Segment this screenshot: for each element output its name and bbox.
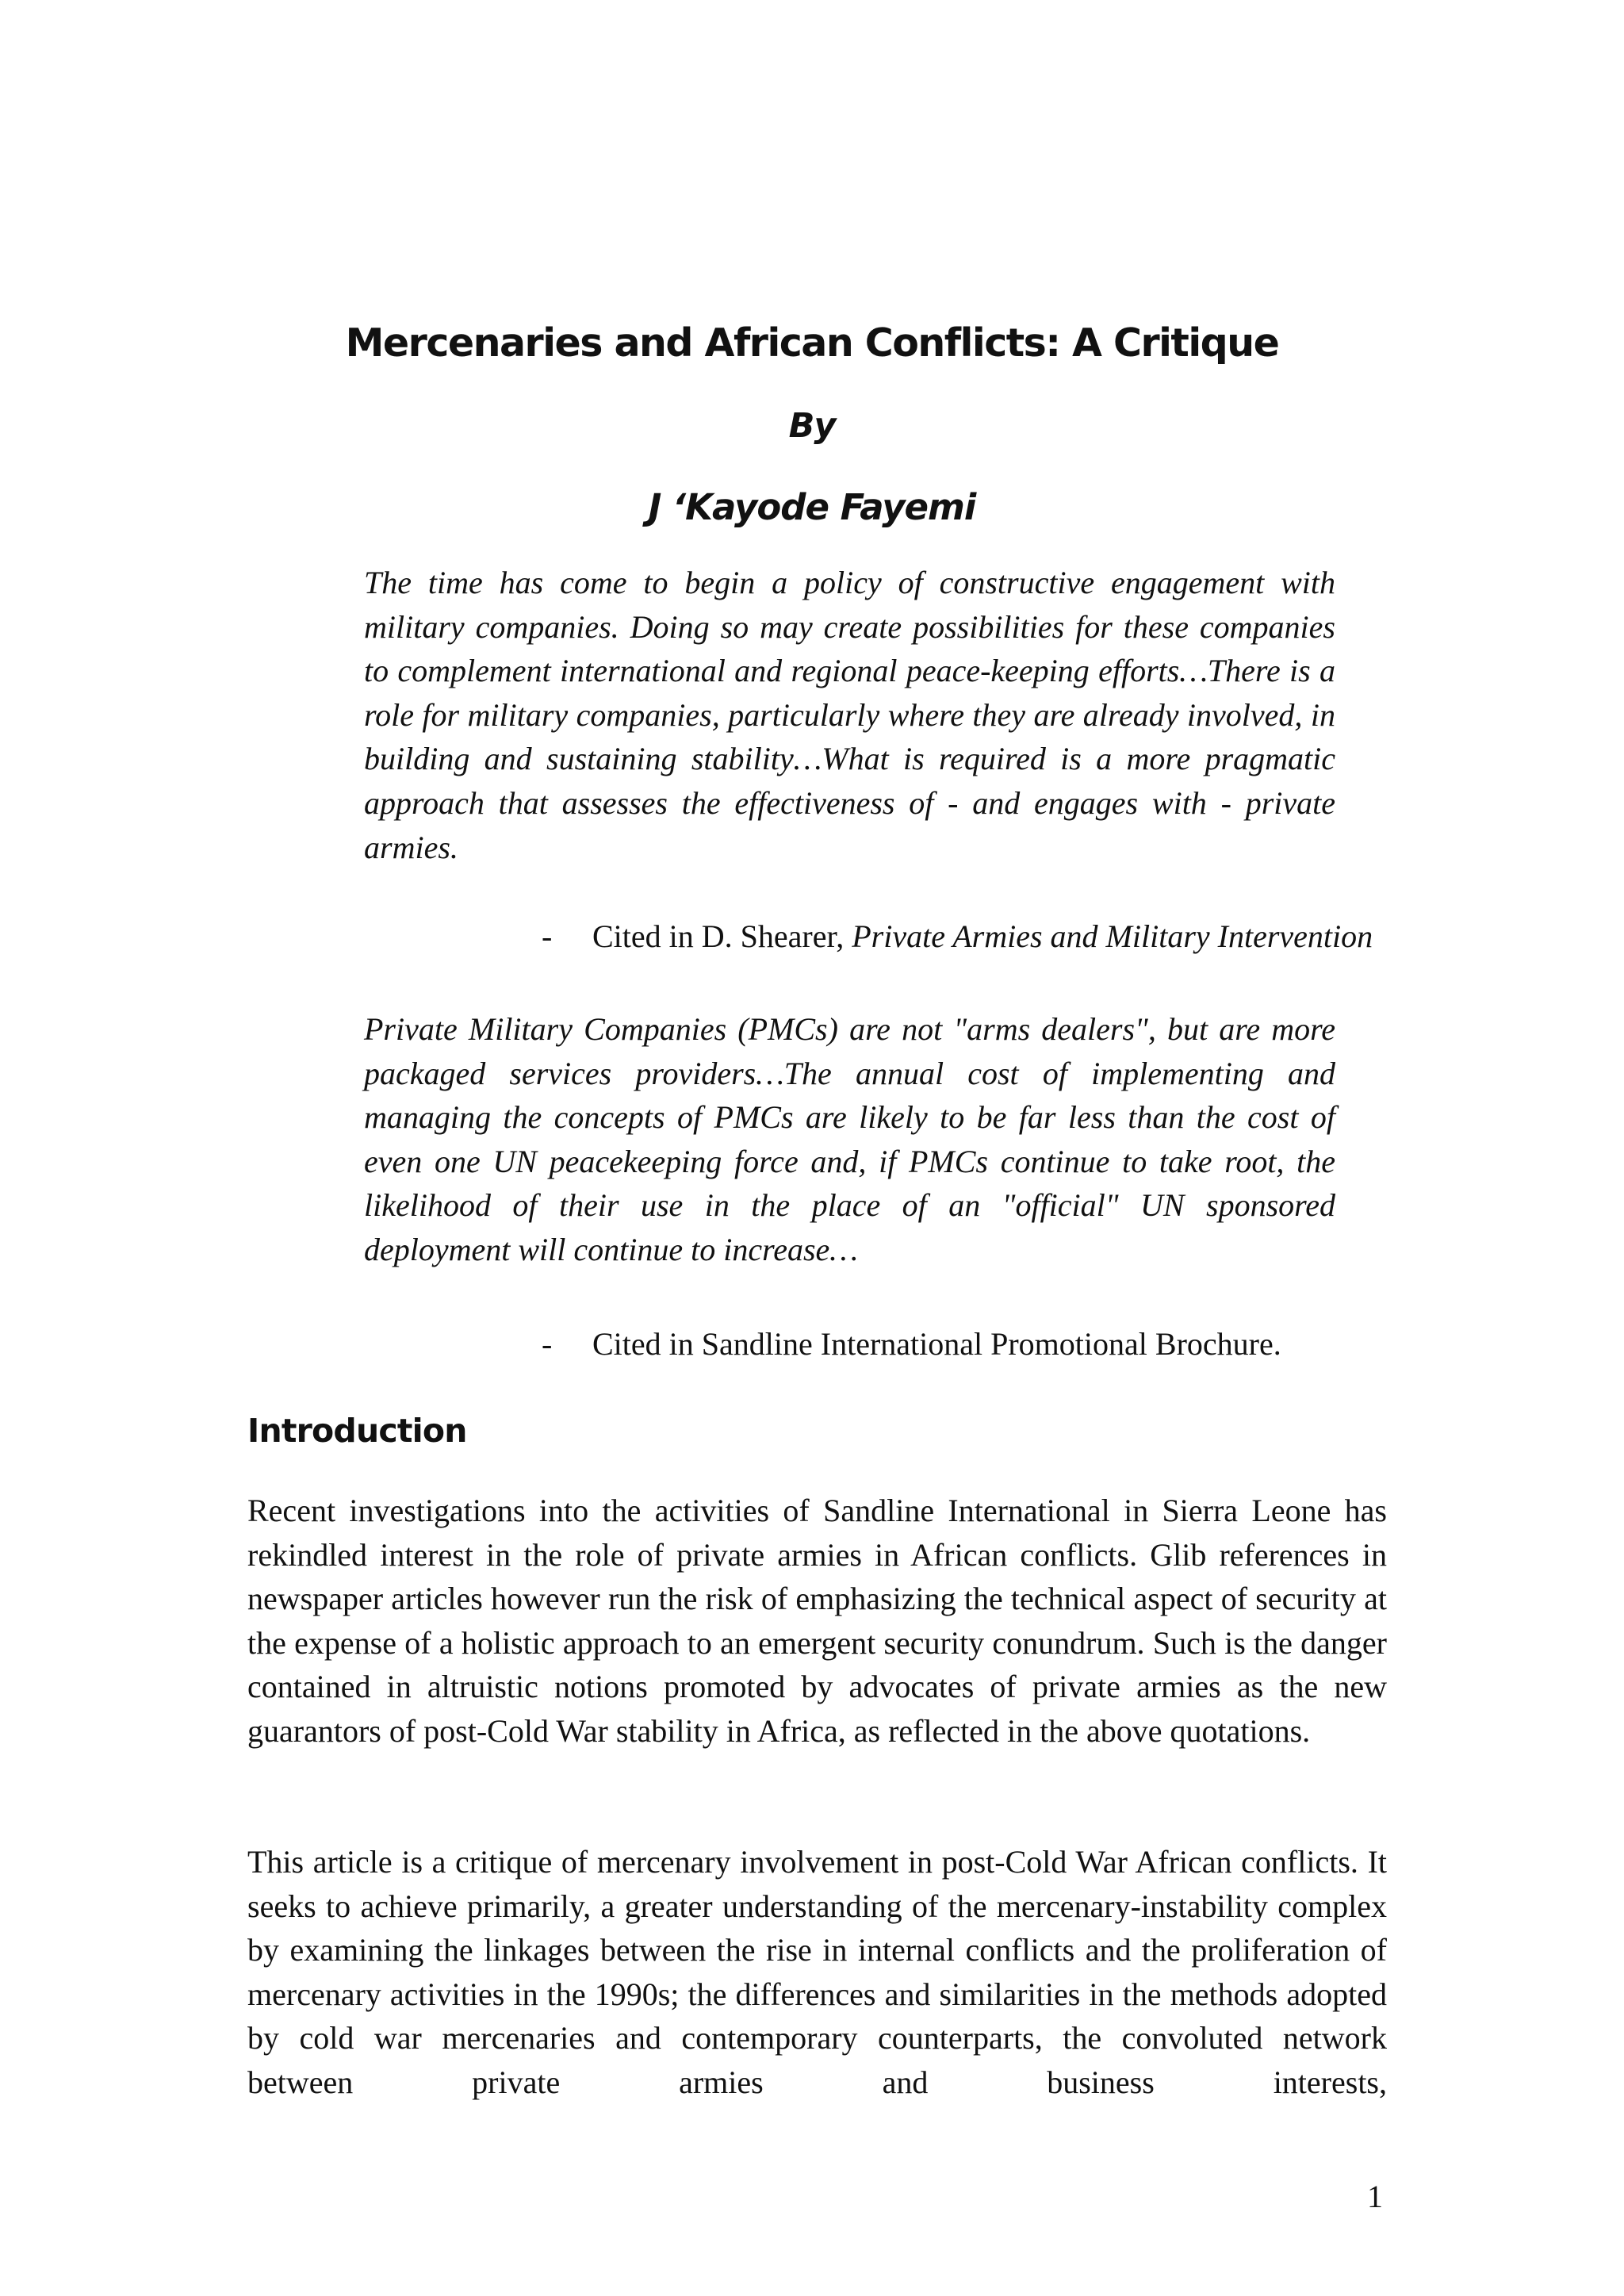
page-number: 1 <box>1367 2179 1383 2214</box>
byline: By <box>788 406 836 446</box>
epigraph-citation-1 <box>542 914 1373 959</box>
citation-prefix: Cited in D. Shearer, <box>592 918 845 954</box>
document-title: Mercenaries and African Conflicts: A Critique <box>345 320 1279 366</box>
epigraph-quote-1: The time has come to begin a policy of constructive engagement with military companies. Doing so may create possibilities for these companies to complement international and regional peace-keeping efforts…There is a role for military companies, particularly where they are already involved, in building and sustaining stability…What is required is a more pragmatic approach that assesses the effectiveness of - and engages with - private armies. <box>364 565 1335 865</box>
citation-dash: - <box>542 918 553 954</box>
epigraph-quote-2: Private Military Companies (PMCs) are not "arms dealers", but are more packaged services providers…The annual cost of implementing and managing the concepts of PMCs are likely to be far less than the cost of even one UN peacekeeping force and, if PMCs continue to take root, the likelihood of their use in the place of an "official" UN sponsored deployment will continue to increase… <box>364 1011 1335 1267</box>
citation-source-title: Private Armies and Military Intervention <box>852 918 1373 954</box>
citation-text: Cited in Sandline International Promotional Brochure. <box>592 1326 1281 1362</box>
section-heading-introduction: Introduction <box>247 1412 467 1450</box>
epigraph-citation-2 <box>542 1322 1281 1366</box>
body-paragraph: This article is a critique of mercenary involvement in post-Cold War African conflicts. It seeks to achieve primarily, a greater understanding of the mercenary-instability complex by examining the linkages between the rise in internal conflicts and the proliferation of mercenary activities in the 1990s; the differences and similarities in the methods adopted by cold war mercenaries and contemporary counterparts, the convoluted network between private armies and business interests, <box>247 1844 1387 2100</box>
body-paragraph: Recent investigations into the activities of Sandline International in Sierra Leone has rekindled interest in the role of private armies in African conflicts. Glib references in newspaper articles however run the risk of emphasizing the technical aspect of security at the expense of a holistic approach to an emergent security conundrum. Such is the danger contained in altruistic notions promoted by advocates of private armies as the new guarantors of post-Cold War stability in Africa, as reflected in the above quotations. <box>247 1493 1387 1749</box>
author-name: J ‘Kayode Fayemi <box>648 486 976 528</box>
citation-dash: - <box>542 1326 553 1362</box>
